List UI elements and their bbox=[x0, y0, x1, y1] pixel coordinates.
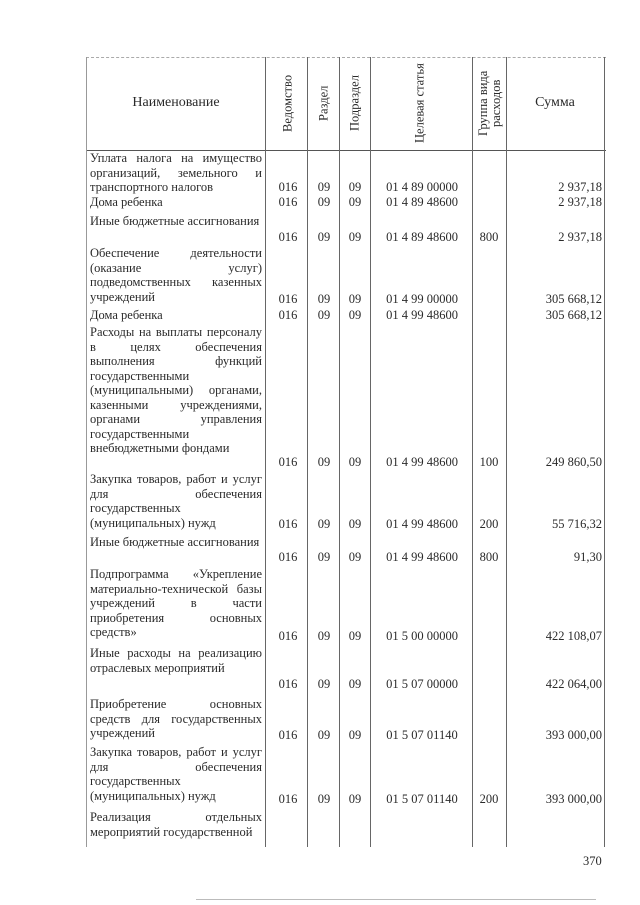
row-name: Иные расходы на реализацию отраслевых мероприятий bbox=[90, 646, 262, 675]
row-razdel: 09 bbox=[317, 550, 331, 564]
header-vedomstvo: Ведомство bbox=[280, 74, 295, 132]
row-vedomstvo: 016 bbox=[278, 292, 298, 306]
header-celevaya: Целевая статья bbox=[412, 63, 427, 143]
row-name: Дома ребенка bbox=[90, 308, 163, 322]
row-summa: 2 937,18 bbox=[558, 230, 602, 244]
row-name: Иные бюджетные ассигнования bbox=[90, 535, 260, 549]
row-summa: 249 860,50 bbox=[545, 455, 602, 469]
row-name: Закупка товаров, работ и услуг для обеспечения государственных (муниципальных) нужд bbox=[90, 472, 262, 530]
row-vedomstvo: 016 bbox=[278, 308, 298, 322]
row-celevaya: 01 5 07 01140 bbox=[386, 792, 458, 806]
row-razdel: 09 bbox=[317, 455, 331, 469]
row-name: Приобретение основных средств для государственных учреждений bbox=[90, 697, 262, 740]
header-podrazdel: Подраздел bbox=[347, 75, 362, 131]
row-celevaya: 01 4 99 48600 bbox=[386, 308, 458, 322]
row-summa: 393 000,00 bbox=[545, 728, 602, 742]
row-podrazdel: 09 bbox=[348, 308, 362, 322]
row-podrazdel: 09 bbox=[348, 230, 362, 244]
row-summa: 2 937,18 bbox=[558, 180, 602, 194]
row-celevaya: 01 5 07 00000 bbox=[386, 677, 458, 691]
row-razdel: 09 bbox=[317, 195, 331, 209]
row-vedomstvo: 016 bbox=[278, 230, 298, 244]
row-celevaya: 01 5 00 00000 bbox=[386, 629, 458, 643]
row-celevaya: 01 4 99 48600 bbox=[386, 517, 458, 531]
row-vedomstvo: 016 bbox=[278, 629, 298, 643]
row-razdel: 09 bbox=[317, 308, 331, 322]
row-gruppa: 200 bbox=[479, 792, 499, 806]
row-name: Расходы на выплаты персоналу в целях обеспечения выполнения функций государственными (муниципальными) органами, казенными учреждениями, органами управления государственными внебюджетными фондами bbox=[90, 325, 262, 455]
row-podrazdel: 09 bbox=[348, 455, 362, 469]
row-podrazdel: 09 bbox=[348, 550, 362, 564]
row-podrazdel: 09 bbox=[348, 728, 362, 742]
row-gruppa: 800 bbox=[479, 230, 499, 244]
row-summa: 2 937,18 bbox=[558, 195, 602, 209]
row-vedomstvo: 016 bbox=[278, 550, 298, 564]
row-vedomstvo: 016 bbox=[278, 517, 298, 531]
row-podrazdel: 09 bbox=[348, 517, 362, 531]
row-vedomstvo: 016 bbox=[278, 792, 298, 806]
row-podrazdel: 09 bbox=[348, 629, 362, 643]
row-vedomstvo: 016 bbox=[278, 677, 298, 691]
row-name: Иные бюджетные ассигнования bbox=[90, 214, 260, 228]
column-divider bbox=[370, 57, 371, 847]
row-razdel: 09 bbox=[317, 180, 331, 194]
bottom-rule bbox=[196, 899, 596, 900]
header-name: Наименование bbox=[132, 95, 220, 110]
row-celevaya: 01 4 99 48600 bbox=[386, 550, 458, 564]
row-celevaya: 01 4 89 48600 bbox=[386, 230, 458, 244]
row-celevaya: 01 4 89 00000 bbox=[386, 180, 458, 194]
row-razdel: 09 bbox=[317, 728, 331, 742]
row-podrazdel: 09 bbox=[348, 677, 362, 691]
row-name: Обеспечение деятельности (оказание услуг) подведомственных казенных учреждений bbox=[90, 246, 262, 304]
row-vedomstvo: 016 bbox=[278, 728, 298, 742]
row-gruppa: 200 bbox=[479, 517, 499, 531]
header-summa: Сумма bbox=[535, 95, 575, 110]
row-celevaya: 01 4 99 00000 bbox=[386, 292, 458, 306]
row-summa: 422 108,07 bbox=[545, 629, 602, 643]
row-name: Реализация отдельных мероприятий государственной bbox=[90, 810, 262, 839]
row-vedomstvo: 016 bbox=[278, 455, 298, 469]
row-name: Подпрограмма «Укрепление материально-технической базы учреждений в части приобретения основных средств» bbox=[90, 567, 262, 639]
row-summa: 91,30 bbox=[573, 550, 602, 564]
row-razdel: 09 bbox=[317, 517, 331, 531]
header-razdel: Раздел bbox=[316, 85, 331, 121]
row-razdel: 09 bbox=[317, 629, 331, 643]
row-gruppa: 100 bbox=[479, 455, 499, 469]
row-razdel: 09 bbox=[317, 792, 331, 806]
row-podrazdel: 09 bbox=[348, 792, 362, 806]
row-podrazdel: 09 bbox=[348, 292, 362, 306]
row-vedomstvo: 016 bbox=[278, 180, 298, 194]
row-celevaya: 01 4 99 48600 bbox=[386, 455, 458, 469]
header-gruppa: Группа вида расходов bbox=[476, 70, 503, 136]
row-celevaya: 01 4 89 48600 bbox=[386, 195, 458, 209]
column-divider bbox=[604, 57, 605, 847]
row-vedomstvo: 016 bbox=[278, 195, 298, 209]
column-divider bbox=[472, 57, 473, 847]
row-celevaya: 01 5 07 01140 bbox=[386, 728, 458, 742]
row-summa: 393 000,00 bbox=[545, 792, 602, 806]
row-summa: 422 064,00 bbox=[545, 677, 602, 691]
row-name: Закупка товаров, работ и услуг для обеспечения государственных (муниципальных) нужд bbox=[90, 745, 262, 803]
column-divider bbox=[265, 57, 266, 847]
row-razdel: 09 bbox=[317, 230, 331, 244]
page-number: 370 bbox=[583, 854, 602, 868]
row-razdel: 09 bbox=[317, 677, 331, 691]
row-name: Уплата налога на имущество организаций, земельного и транспортного налогов bbox=[90, 151, 262, 194]
row-gruppa: 800 bbox=[479, 550, 499, 564]
row-summa: 305 668,12 bbox=[545, 308, 602, 322]
row-podrazdel: 09 bbox=[348, 180, 362, 194]
row-summa: 305 668,12 bbox=[545, 292, 602, 306]
column-divider bbox=[86, 57, 87, 847]
row-razdel: 09 bbox=[317, 292, 331, 306]
row-summa: 55 716,32 bbox=[552, 517, 602, 531]
row-name: Дома ребенка bbox=[90, 195, 163, 209]
row-podrazdel: 09 bbox=[348, 195, 362, 209]
